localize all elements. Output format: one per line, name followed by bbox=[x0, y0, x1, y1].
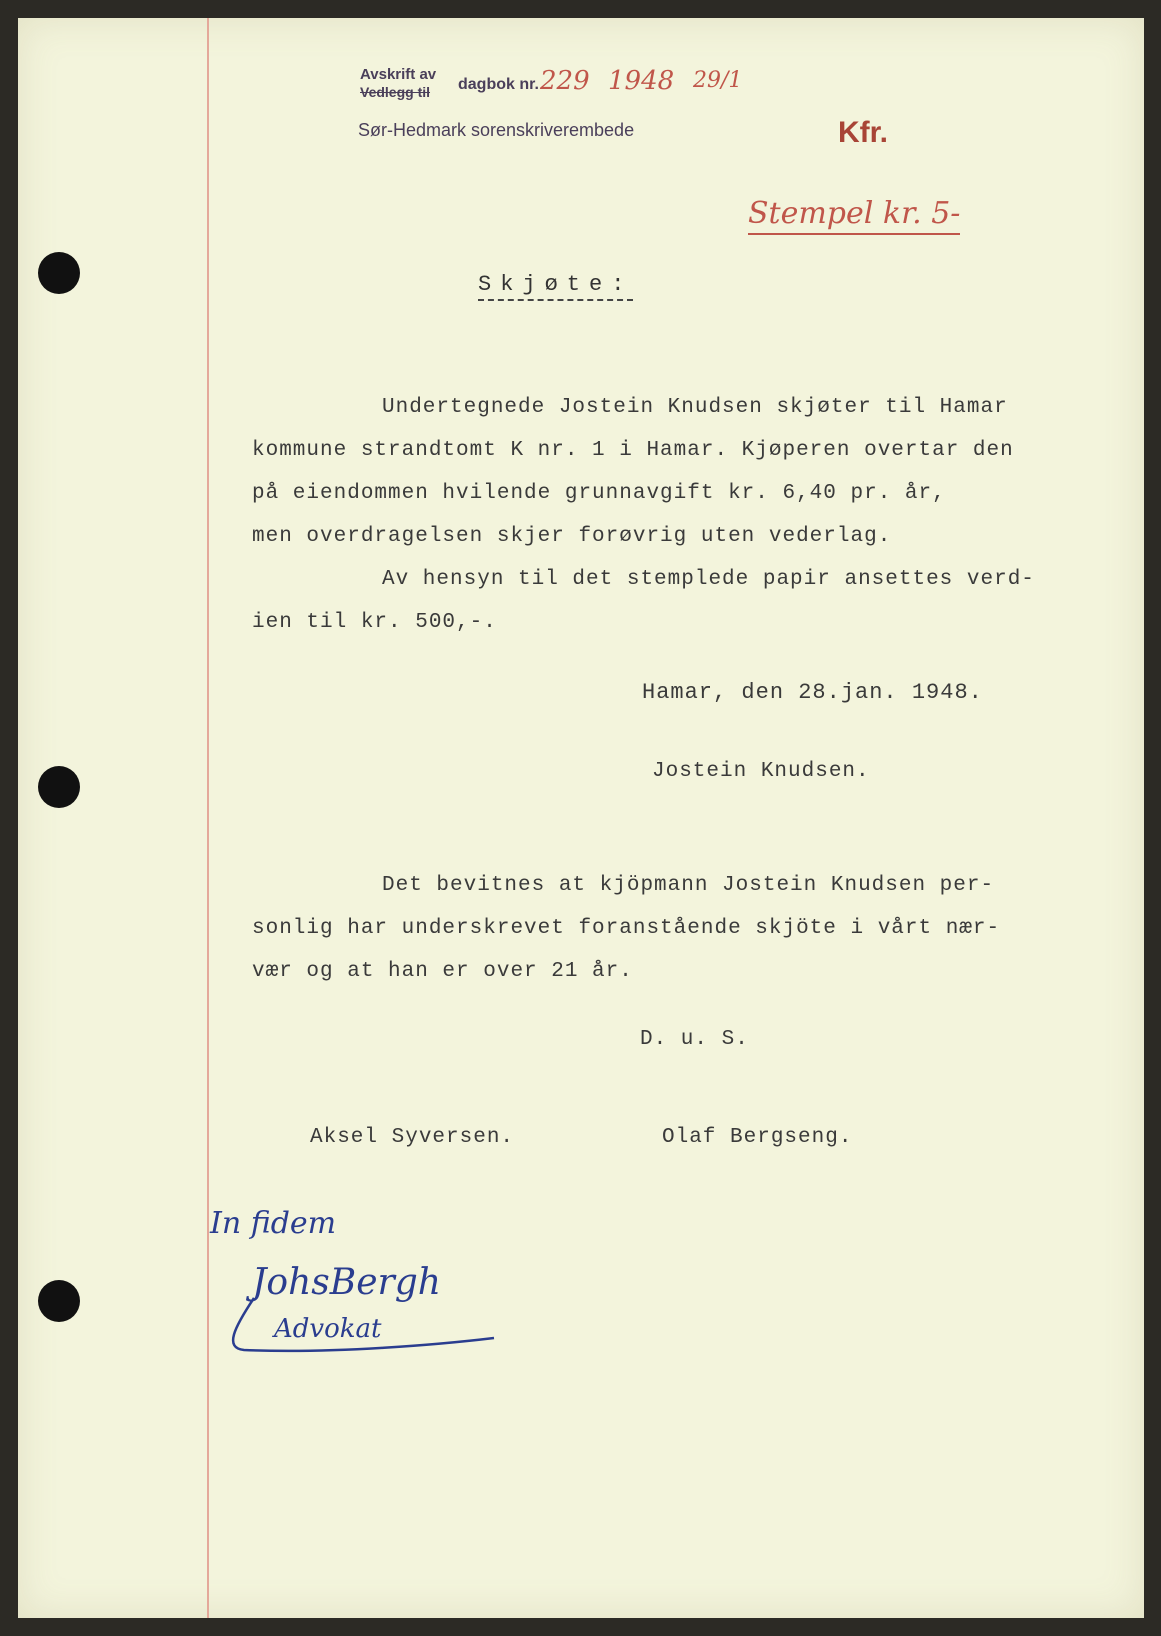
para1-line1: Undertegnede Jostein Knudsen skjøter til Hamar bbox=[382, 396, 1008, 419]
signature-name: JohsBergh bbox=[252, 1262, 441, 1303]
punch-hole-top bbox=[38, 252, 80, 294]
dus-mark: D. u. S. bbox=[640, 1028, 749, 1051]
signature-title: Advokat bbox=[274, 1314, 382, 1344]
dagbok-year: 1948 bbox=[608, 66, 675, 96]
witness-1: Aksel Syversen. bbox=[310, 1126, 515, 1149]
attest-line2: sonlig har underskrevet foranstående skjöte i vårt nær- bbox=[252, 917, 1001, 940]
para1-line4: men overdragelsen skjer forøvrig uten vederlag. bbox=[252, 525, 892, 548]
signature-in-fidem: In fidem bbox=[210, 1206, 337, 1241]
punch-hole-middle bbox=[38, 766, 80, 808]
document-title: Skjøte: bbox=[478, 272, 633, 301]
stamp-vedlegg: Vedlegg til bbox=[360, 84, 431, 100]
witness-2: Olaf Bergseng. bbox=[662, 1126, 853, 1149]
para2-line2: ien til kr. 500,-. bbox=[252, 611, 497, 634]
dagbok-date: 29/1 bbox=[693, 68, 743, 93]
punch-hole-bottom bbox=[38, 1280, 80, 1322]
para1-line3: på eiendommen hvilende grunnavgift kr. 6,40 pr. år, bbox=[252, 482, 946, 505]
attest-line1: Det bevitnes at kjöpmann Jostein Knudsen per- bbox=[382, 874, 995, 897]
kfr-mark: Kfr. bbox=[838, 116, 889, 149]
office-stamp: Sør-Hedmark sorenskriverembede bbox=[358, 120, 635, 140]
document-page bbox=[18, 18, 1144, 1618]
signatory-name: Jostein Knudsen. bbox=[652, 760, 870, 783]
stamp-dagbok-label: dagbok nr. bbox=[458, 76, 539, 93]
stamp-avskrift: Avskrift av bbox=[360, 66, 437, 83]
para1-line2: kommune strandtomt K nr. 1 i Hamar. Kjøperen overtar den bbox=[252, 439, 1014, 462]
margin-rule bbox=[207, 18, 209, 1618]
attest-line3: vær og at han er over 21 år. bbox=[252, 960, 633, 983]
dagbok-number: 229 bbox=[540, 66, 590, 96]
stamp-fee-note: Stempel kr. 5- bbox=[748, 196, 960, 235]
para2-line1: Av hensyn til det stemplede papir ansettes verd- bbox=[382, 568, 1035, 591]
place-date: Hamar, den 28.jan. 1948. bbox=[642, 680, 983, 705]
